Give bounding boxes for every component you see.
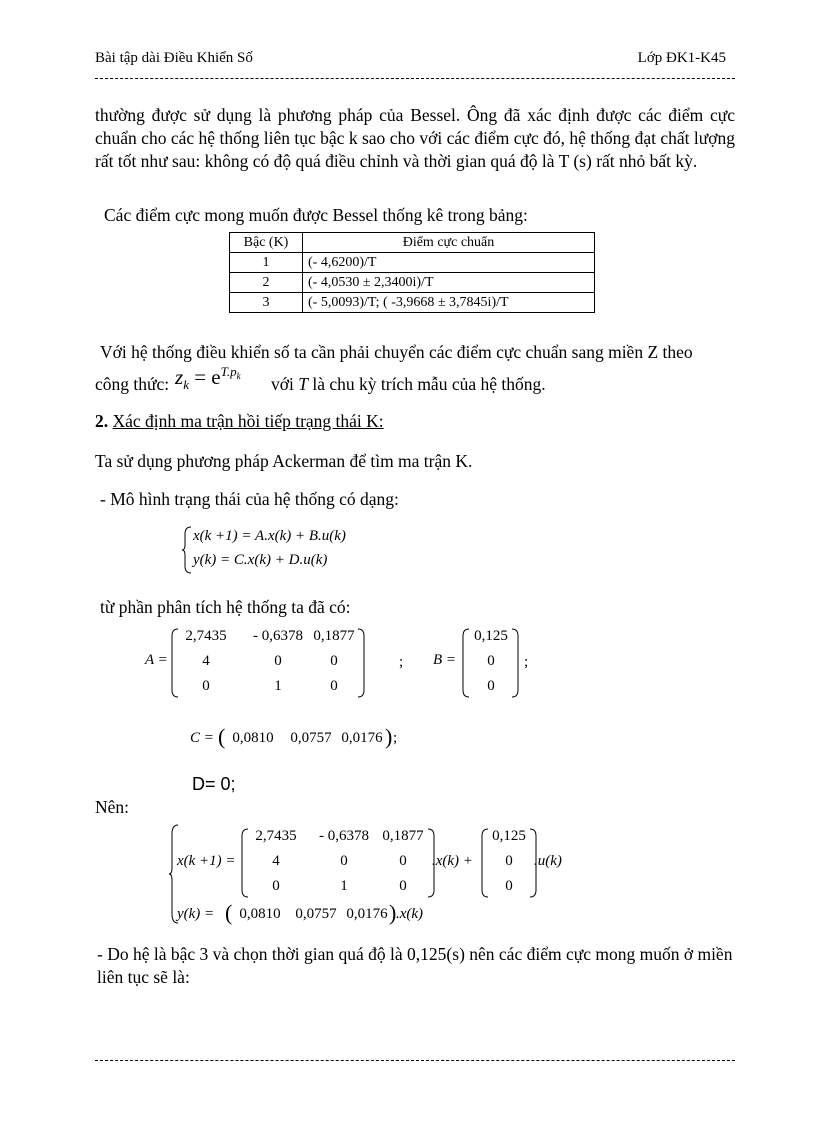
system-a-cell: 4 xyxy=(272,853,280,869)
matrix-separator: ; xyxy=(399,654,404,670)
table-cell: (- 4,0530 ± 2,3400i)/T xyxy=(303,273,595,293)
header-class: Lớp ĐK1-K45 xyxy=(637,50,726,66)
state-model-line: - Mô hình trạng thái của hệ thống có dạng: xyxy=(100,489,399,509)
matrix-a-cell: 0,1877 xyxy=(313,628,355,644)
table-row xyxy=(230,293,595,313)
matrix-a-cell: 4 xyxy=(202,653,210,669)
header-title: Bài tập dài Điều Khiển Số xyxy=(95,50,253,66)
matrix-b-cell: 0 xyxy=(487,653,495,669)
matrix-c-cell: 0,0757 xyxy=(290,730,332,746)
matrix-c-cell: 0,0176 xyxy=(341,730,383,746)
section-heading: 2. Xác định ma trận hồi tiếp trạng thái K: xyxy=(95,411,384,431)
system-lhs-state: x(k +1) = xyxy=(177,853,236,869)
matrix-c-cell: 0,0810 xyxy=(232,730,274,746)
matrix-a-cell: 0 xyxy=(330,653,338,669)
state-equation-2: y(k) = C.x(k) + D.u(k) xyxy=(193,552,328,568)
table-cell: 2 xyxy=(230,273,303,293)
z-transform-formula: $z_k = e^{T.pk}$ xyxy=(175,364,241,393)
system-a-cell: - 0,6378 xyxy=(319,828,369,844)
matrix-a-cell: 2,7435 xyxy=(185,628,227,644)
matrix-c-right-paren: ) xyxy=(385,724,393,749)
system-c-left-paren: ( xyxy=(225,900,233,925)
formula-explanation: với T là chu kỳ trích mẫu của hệ thống. xyxy=(271,374,546,394)
matrix-a-cell: - 0,6378 xyxy=(253,628,303,644)
system-a-cell: 0 xyxy=(340,853,348,869)
matrix-c-left-paren: ( xyxy=(218,724,226,749)
bessel-table xyxy=(229,232,595,313)
matrix-a-cell: 0 xyxy=(274,653,282,669)
system-c-cell: 0,0176 xyxy=(346,906,388,922)
system-a-cell: 1 xyxy=(340,878,348,894)
matrix-a-cell: 0 xyxy=(330,678,338,694)
matrix-d-equation: D= 0; xyxy=(192,774,236,794)
system-a-cell: 2,7435 xyxy=(255,828,297,844)
closing-paragraph: - Do hệ là bậc 3 và chọn thời gian quá độ là 0,125(s) nên các điểm cực mong muốn ở miền liên tục sẽ là: xyxy=(97,944,733,987)
matrix-b-cell: 0 xyxy=(487,678,495,694)
table-header-row xyxy=(230,233,595,253)
conversion-paragraph: Với hệ thống điều khiển số ta cần phải chuyển các điểm cực chuẩn sang miền Z theo xyxy=(100,342,693,362)
matrix-a-cell: 1 xyxy=(274,678,282,694)
system-a-cell: 0,1877 xyxy=(382,828,424,844)
system-mid-term: .x(k) + xyxy=(432,853,473,869)
system-b-cell: 0 xyxy=(505,853,513,869)
table-cell: (- 4,6200)/T xyxy=(303,253,595,273)
table-row xyxy=(230,273,595,293)
state-eq-brace xyxy=(181,526,193,574)
matrix-a-right-paren xyxy=(356,628,366,698)
matrix-c-end: ; xyxy=(393,730,398,746)
system-b-cell: 0,125 xyxy=(492,828,526,844)
matrix-a-cell: 0 xyxy=(202,678,210,694)
footer-rule xyxy=(95,1060,735,1061)
nen-label: Nên: xyxy=(95,797,130,817)
matrix-c-label: C = xyxy=(190,730,214,746)
system-c-right-paren: ) xyxy=(389,900,397,925)
matrix-b-label: B = xyxy=(433,652,457,668)
formula-label: công thức: xyxy=(95,374,170,394)
table-cell: 3 xyxy=(230,293,303,313)
system-c-cell: 0,0810 xyxy=(239,906,281,922)
matrix-b-cell: 0,125 xyxy=(474,628,508,644)
system-a-cell: 0 xyxy=(399,878,407,894)
table-header-poles: Điểm cực chuẩn xyxy=(303,233,595,253)
system-a-cell: 0 xyxy=(272,878,280,894)
system-output-term: .x(k) xyxy=(396,906,424,922)
analysis-line: từ phần phân tích hệ thống ta đã có: xyxy=(100,597,351,617)
table-header-order: Bậc (K) xyxy=(230,233,303,253)
system-a-cell: 0 xyxy=(399,853,407,869)
bessel-table-caption: Các điểm cực mong muốn được Bessel thống kê trong bảng: xyxy=(104,205,528,225)
state-equation-1: x(k +1) = A.x(k) + B.u(k) xyxy=(193,528,346,544)
system-c-cell: 0,0757 xyxy=(295,906,337,922)
system-b-cell: 0 xyxy=(505,878,513,894)
system-lhs-output: y(k) = xyxy=(177,906,215,922)
system-input-term: .u(k) xyxy=(534,853,562,869)
header-rule xyxy=(95,78,735,79)
matrix-a-label: A = xyxy=(145,652,168,668)
intro-paragraph: thường được sử dụng là phương pháp của Bessel. Ông đã xác định được các điểm cực chuẩn cho các hệ thống liên tục bậc k sao cho với các điểm cực đó, hệ thống đạt chất lượng rất tốt như sau: không có độ quá điều chỉnh và thời gian quá độ là T (s) rất nhỏ bất kỳ. xyxy=(95,105,735,171)
table-cell: 1 xyxy=(230,253,303,273)
table-row xyxy=(230,253,595,273)
table-cell: (- 5,0093)/T; ( -3,9668 ± 3,7845i)/T xyxy=(303,293,595,313)
ackerman-line: Ta sử dụng phương pháp Ackerman để tìm ma trận K. xyxy=(95,451,473,471)
matrix-b-right-paren xyxy=(510,628,520,698)
matrix-b-end: ; xyxy=(524,654,529,670)
